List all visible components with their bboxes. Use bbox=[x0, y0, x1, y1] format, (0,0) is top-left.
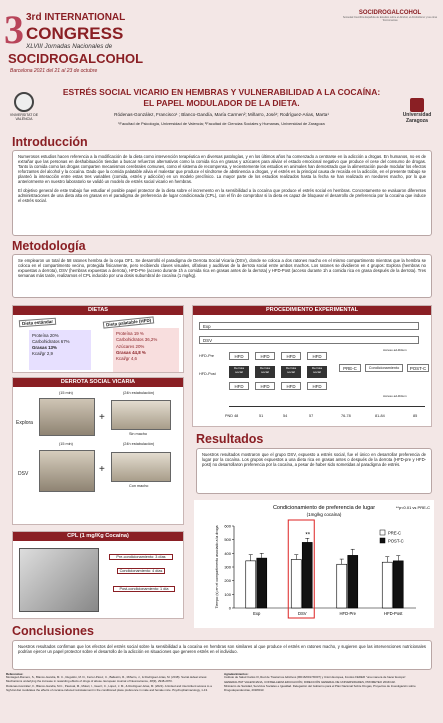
results-heading: Resultados bbox=[196, 432, 264, 446]
hfd-diet-label: Dieta palatable (HFD) bbox=[103, 316, 155, 328]
y-tick-label-5: 500 bbox=[224, 537, 231, 543]
authors: Ródenas-González, Francisco¹ ; Blanco-Gandía, María Carmen²; Miñarro, José¹; Rodríguez-Arias, Marta¹ bbox=[114, 112, 329, 117]
pnd-57: 57 bbox=[309, 414, 314, 418]
dsv-t2: (24h estabulación) bbox=[123, 391, 155, 395]
ad-lib-label-1: Acceso ad-libitum bbox=[383, 348, 407, 352]
std-diet-label: Dieta estándar bbox=[19, 318, 56, 328]
ad-lib-label-2: Acceso ad-libitum bbox=[383, 394, 407, 398]
cpl-apparatus-image bbox=[19, 548, 99, 612]
method-box bbox=[12, 254, 432, 298]
cpl-panel bbox=[12, 531, 184, 619]
cpl-step-cond: Condicionamiento: 4 días bbox=[117, 568, 165, 574]
reference-1: Montagud-Romero, S., Blanco-Gandía, M. C., Reguilón, M. D., Ferrer-Pérez, C., Ballestín, R., Miñarro, J., & Rodríguez-Arias, M. (2018). Social defeat stress: Mechanisms underlying the increase in rewarding effects of drugs of abuse. European Journal of Neuroscience, 48(9), 2948-2970. bbox=[6, 675, 208, 683]
bar-Exp-PRE-C bbox=[246, 561, 256, 608]
hfd-kcal: Kcal/gr 4,6 bbox=[116, 356, 137, 362]
pnd-48: PND 48 bbox=[225, 414, 239, 418]
congress-line2: CONGRESS bbox=[26, 24, 124, 43]
y-tick-label-0: 0 bbox=[228, 605, 231, 611]
hfd-carbs: Carbohidratos 36,2% bbox=[116, 337, 158, 343]
chart-title: Condicionamiento de preferencia de lugar bbox=[272, 505, 376, 511]
std-kcal: Kcal/gr 2,9 bbox=[32, 351, 53, 356]
cpl-step-pre: Pre-condicionamiento: 3 días bbox=[109, 554, 173, 560]
dsv-bar: DERROTA SOCIAL VICARIA bbox=[13, 378, 183, 387]
pnd-54: 54 bbox=[283, 414, 288, 418]
dsv-t3: (15 min) bbox=[59, 442, 73, 446]
bar-Exp-POST-C bbox=[257, 558, 267, 608]
cpl-bar: CPL (1 mg/Kg Cocaína) bbox=[13, 532, 183, 541]
con-macho: Con macho bbox=[129, 484, 149, 488]
chart-subtitle: (1mg/kg cocaína) bbox=[306, 512, 342, 517]
y-tick-label-3: 300 bbox=[224, 564, 231, 570]
intro-paragraph-2: El objetivo general de este trabajo fue estudiar el posible papel protector de la dieta sobre el incremento en la sensibilidad a la cocaína que produce el estrés social en hembras. Concretamente se evaluaron diferentes administraciones de una dieta alta en grasas en el paradigma de preferencia de lugar condicionada (CPL), con el fin de comprobar si la dieta es capaz de bloquear el desarrollo de preferencia por la cocaína que induce el estrés social. bbox=[18, 187, 426, 203]
hfd-box-1: HFD bbox=[229, 352, 249, 360]
poster-title-line1: ESTRÉS SOCIAL VICARIO EN HEMBRAS Y VULNERABILIDAD A LA COCAÍNA: bbox=[62, 87, 381, 97]
reference-2: Ródenas-González, F., Blanco-Gandía, M.C., Pascual, M., Molari, I., Guerri, C., López, J. M., & Rodríguez-Arias, M. (2021). A limited and intermittent access to a high-fat diet modulates the effects of cocaine-induced reinstatement in the conditioned place preference in male and female mice. Psychopharmacology, 1-13. bbox=[6, 684, 212, 692]
dsv-home-cage-image bbox=[111, 452, 171, 482]
std-carbs: Carbohidratos 67% bbox=[32, 339, 70, 344]
timeline-dsv: DSV bbox=[199, 336, 419, 344]
dsv-label: DSV bbox=[18, 471, 29, 477]
hfd-box-6: HFD bbox=[255, 382, 275, 390]
zaragoza-logo-text: Universidad Zaragoza bbox=[402, 112, 432, 124]
y-tick-label-4: 400 bbox=[224, 550, 231, 556]
dsv-t4: (24h estabulación) bbox=[123, 442, 155, 446]
dsv-t1: (15 min) bbox=[59, 391, 73, 395]
hfd-box-7: HFD bbox=[281, 382, 301, 390]
y-tick-label-1: 100 bbox=[224, 591, 231, 597]
x-tick-label-3: HFD-Post bbox=[384, 611, 403, 616]
hfd-protein: Proteína 19 % bbox=[116, 331, 144, 336]
procedure-bar: PROCEDIMIENTO EXPERIMENTAL bbox=[193, 306, 431, 315]
dietas-bar: DIETAS bbox=[13, 306, 183, 315]
congress-number: 3 bbox=[4, 7, 24, 52]
pnd-76: 76-78 bbox=[341, 414, 351, 418]
hfd-box-8: HFD bbox=[307, 382, 327, 390]
dsv-cage-image bbox=[39, 450, 95, 492]
hfd-sugar: Azúcares 20% bbox=[116, 343, 145, 349]
pnd-85: 85 bbox=[413, 414, 418, 418]
hfd-box-4: HFD bbox=[307, 352, 327, 360]
x-tick-label-2: HFD-Pre bbox=[339, 611, 357, 616]
hfd-box-2: HFD bbox=[255, 352, 275, 360]
timeline-axis bbox=[229, 406, 425, 407]
y-tick-label-2: 200 bbox=[224, 578, 231, 584]
plus-icon-2: + bbox=[99, 464, 105, 475]
congress-line1: 3rd INTERNATIONAL bbox=[26, 12, 126, 23]
legend-swatch-0 bbox=[380, 530, 385, 535]
uv-logo-text: VNIVERSITAT DE VALÈNCIA bbox=[9, 113, 39, 121]
derrota-box-4: Derrota social bbox=[307, 366, 327, 378]
congress-line5: Barcelona 2021 del 21 al 23 de octubre bbox=[10, 68, 98, 74]
socidrogalcohol-logo bbox=[340, 10, 440, 22]
results-chart bbox=[194, 500, 434, 628]
sin-macho: Sin macho bbox=[129, 432, 147, 436]
ack-heading: Agradecimientos: bbox=[224, 672, 249, 676]
conclusions-heading: Conclusiones bbox=[12, 624, 94, 638]
hfd-box-3: HFD bbox=[281, 352, 301, 360]
intro-box bbox=[12, 150, 432, 236]
ack-1: Instituto de Salud Carlos III, Red de Trastornos Adictivos (RD16/0017/0007) y Unión Europea, Fondos FEDER "una manera de hacer Europa". bbox=[224, 675, 407, 680]
bar-HFD-Post-PRE-C bbox=[382, 562, 392, 608]
dsv-panel bbox=[12, 377, 184, 525]
post-c-box: POST-C bbox=[407, 364, 429, 372]
y-tick-label-6: 600 bbox=[224, 523, 231, 529]
acknowledgements bbox=[224, 673, 438, 692]
derrota-box-3: Derrota social bbox=[281, 366, 301, 378]
x-tick-label-0: Exp bbox=[253, 611, 261, 616]
hfd-diet-list bbox=[113, 328, 179, 372]
legend-label-1: POST-C bbox=[388, 538, 404, 544]
bar-DSV-POST-C bbox=[302, 542, 312, 608]
bar-HFD-Post-POST-C bbox=[393, 561, 403, 608]
x-tick-label-1: DSV bbox=[297, 611, 307, 616]
congress-line4: SOCIDROGALCOHOL bbox=[8, 51, 144, 66]
intro-heading: Introducción bbox=[12, 135, 88, 149]
congress-line3: XLVIII Jornadas Nacionales de bbox=[26, 43, 113, 50]
explora-home-cage-image bbox=[111, 400, 171, 430]
std-protein: Proteína 20% bbox=[32, 333, 59, 338]
dietas-panel bbox=[12, 305, 184, 373]
significance-annotation: ** bbox=[305, 532, 311, 539]
derrota-box-1: Derrota social bbox=[229, 366, 249, 378]
conclusions-box bbox=[12, 640, 432, 670]
pnd-81: 81-84 bbox=[375, 414, 385, 418]
method-heading: Metodología bbox=[12, 239, 86, 253]
references bbox=[6, 673, 218, 692]
intro-paragraph-1: Numerosos estudios hacen referencia a la modificación de la dieta como intervención terapéutica en diversas patologías, y en los últimos años ha comenzado a centrarse en la adicción a drogas. En humanos, no es de extrañar que las personas en deshabituación tiendan a buscar refuerzos alternativos como la comida rica en grasas y azúcares para aliviar el estado emocional negativo que produce el cese del consumo de drogas. Tanto la comida como las drogas comparten mecanismos cerebrales comunes, como el sistema de recompensa, y recientemente los estudios en animales han demostrado que la alimentación puede modular los efectos reforzantes del alcohol y la cocaína. Dado que la comida palatable alivia el malestar que produce el síndrome de abstinencia a drogas, y el estrés es la principal causa de recaída en la adicción, en el presente trabajo se planteó la interacción entre estas tres variables (comida, estrés y adicción) en un modelo preclínico. La mayor parte de los estudios realizados hasta la fecha se han realizado en roedores macho, por lo que anteriormente en nuestro laboratorio se validó un modelo de estrés social vicario en hembras. bbox=[18, 154, 426, 185]
conclusions-text: Nuestros resultados confirman que los efectos del estrés social sobre la sensibilidad a la cocaína en hembras son similares al que produce el estrés en ratones macho, y sugieren que las intervenciones nutricionales podrían ejercer un papel protector sobre el desarrollo de la adicción en situaciones que generen estrés en el individuo. bbox=[18, 644, 426, 655]
derrota-box-2: Derrota social bbox=[255, 366, 275, 378]
hfd-box-5: HFD bbox=[229, 382, 249, 390]
y-axis-label: Tiempo (s) en el compartimento asociado a la droga bbox=[215, 525, 219, 609]
socidrogalcohol-logo-text: SOCIDROGALCOHOL bbox=[358, 10, 422, 16]
explora-cage-image bbox=[39, 398, 95, 436]
bar-HFD-Pre-POST-C bbox=[348, 555, 358, 608]
legend-label-0: PRE-C bbox=[388, 530, 402, 536]
results-box bbox=[196, 448, 432, 494]
hfd-fat: Grasas 44,8 % bbox=[116, 349, 146, 355]
procedure-panel bbox=[192, 305, 432, 427]
pnd-51: 51 bbox=[259, 414, 264, 418]
timeline-hfdpre-label: HFD-Pre bbox=[199, 354, 214, 358]
poster-title-line2: EL PAPEL MODULADOR DE LA DIETA. bbox=[143, 98, 300, 108]
results-text: Nuestros resultados mostraron que el grupo DSV, expuesto a estrés social, fue el único en desarrollar preferencia de lugar por la cocaína. Los grupos expuestos a una dieta rica en grasas antes o después de la derrota (HFD-pre y HFD-post) no desarrollaron preferencia por la cocaína, a pesar de haber sido sometidas al paradigma de estrés. bbox=[202, 452, 426, 468]
explora-label: Explora bbox=[16, 420, 33, 426]
timeline-hfdpost-label: HFD-Post bbox=[199, 372, 216, 376]
chart-note: **p<0.01 vs PRE-C bbox=[395, 505, 430, 510]
cond-box: Condicionamiento bbox=[365, 364, 403, 372]
bar-DSV-PRE-C bbox=[291, 559, 301, 608]
cpl-step-post: Post-condicionamiento: 1 día bbox=[113, 586, 175, 592]
pre-c-box: PRE-C bbox=[339, 364, 361, 372]
legend-swatch-1 bbox=[380, 538, 385, 543]
affiliations: ¹Facultad de Psicología, Universidad de Valencia; ²Facultad de Ciencias Sociales y Humanas, Universidad de Zaragoza bbox=[118, 121, 325, 126]
ack-2: GENERALITAT VALENCIANA, CONSELLERIA EDUCACIÓN, DIRECCIÓN GENERAL DE UNIVERSIDADES, PROMETEO 2016/102. bbox=[224, 679, 396, 684]
plus-icon: + bbox=[99, 412, 105, 423]
references-heading: Referencias: bbox=[6, 672, 24, 676]
std-diet-list bbox=[29, 330, 91, 370]
congress-logo bbox=[4, 6, 154, 78]
socidrogalcohol-logo-sub: Sociedad Científica Española de Estudios sobre el Alcohol, el Alcoholismo y las otras Toxicomanías bbox=[342, 16, 438, 22]
timeline-exp: Exp bbox=[199, 322, 419, 330]
ack-3: Ministerio de Sanidad, Servicios Sociales e Igualdad. Delegación del Gobierno para el Plan Nacional Sobre Drogas, Proyectos de Investigación sobre Drogodependencias, 2018I013. bbox=[224, 684, 416, 692]
bar-HFD-Pre-PRE-C bbox=[337, 564, 347, 608]
method-paragraph: Se emplearon un total de 58 ratones hembra de la cepa OF1. Se desarrolló el paradigma de Derrota Social Vicaria (DSV), donde se coloca a dos ratones macho en el mismo compartimento mientras que la hembra se coloca en el compartimento vecino, protegida físicamente, pero recibiendo claves visuales, olfativas y auditivas de la derrota social entre ambos machos. Los ratones se dividieron en 4 grupos: Explora (hembras no expuestas a derrota), DSV (hembras expuestas a derrota), HFD-Pre (acceso durante 1h a comida rica en grasas antes de la derrota) y HFD-Post (acceso durante 1h a comida rica en grasa después de la derrota). Tres semanas más tarde, realizamos el CPL inducido por una dosis subumbral de cocaína (1 mg/kg). bbox=[18, 258, 426, 279]
std-fat: Grasas 13% bbox=[32, 345, 57, 350]
